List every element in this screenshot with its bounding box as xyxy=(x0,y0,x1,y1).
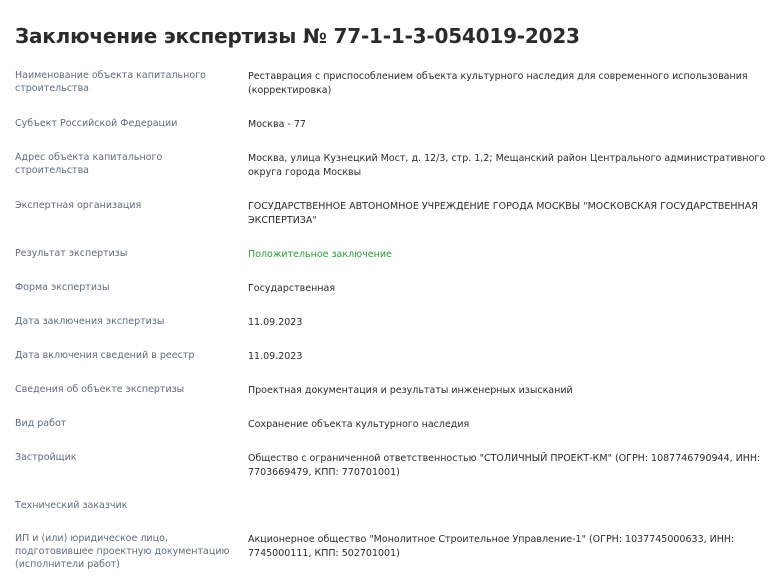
field-value: Москва, улица Кузнецкий Мост, д. 12/3, стр. 1,2; Мещанский район Центрального административного округа города Москвы xyxy=(248,153,766,178)
result-status: Положительное заключение xyxy=(248,249,392,260)
field-value: Проектная документация и результаты инженерных изысканий xyxy=(248,385,573,396)
field-label: Субъект Российской Федерации xyxy=(15,118,178,129)
field-value: ГОСУДАРСТВЕННОЕ АВТОНОМНОЕ УЧРЕЖДЕНИЕ ГОРОДА МОСКВЫ "МОСКОВСКАЯ ГОСУДАРСТВЕННАЯ ЭКСПЕРТИЗА" xyxy=(248,201,758,226)
field-label: Вид работ xyxy=(15,418,67,429)
page-title: Заключение экспертизы № 77-1-1-3-054019-2023 xyxy=(15,24,580,49)
field-value: Общество с ограниченной ответственностью "СТОЛИЧНЫЙ ПРОЕКТ-КМ" (ОГРН: 1087746790944, ИНН: 7703669479, КПП: 770701001) xyxy=(248,453,761,478)
field-value: Москва - 77 xyxy=(248,119,306,130)
field-label: Результат экспертизы xyxy=(15,248,128,259)
field-label: ИП и (или) юридическое лицо, подготовившее проектную документацию (исполнители работ) xyxy=(15,533,230,570)
field-value: Сохранение объекта культурного наследия xyxy=(248,419,470,430)
field-label: Дата включения сведений в реестр xyxy=(15,350,195,361)
field-value: Акционерное общество "Монолитное Строительное Управление-1" (ОГРН: 1037745000633, ИНН: 7745000111, КПП: 502701001) xyxy=(248,534,735,559)
field-label: Сведения об объекте экспертизы xyxy=(15,384,185,395)
field-value: 11.09.2023 xyxy=(248,317,303,328)
field-value: Государственная xyxy=(248,283,336,294)
field-value: Реставрация с приспособлением объекта культурного наследия для современного использования (корректировка) xyxy=(248,71,748,96)
field-label: Дата заключения экспертизы xyxy=(15,316,165,327)
field-label: Наименование объекта капитального строительства xyxy=(15,70,206,94)
field-label: Технический заказчик xyxy=(15,500,128,511)
field-label: Экспертная организация xyxy=(15,200,142,211)
field-value: 11.09.2023 xyxy=(248,351,303,362)
field-label: Форма экспертизы xyxy=(15,282,110,293)
field-label: Адрес объекта капитального строительства xyxy=(15,152,163,176)
field-label: Застройщик xyxy=(15,452,77,463)
